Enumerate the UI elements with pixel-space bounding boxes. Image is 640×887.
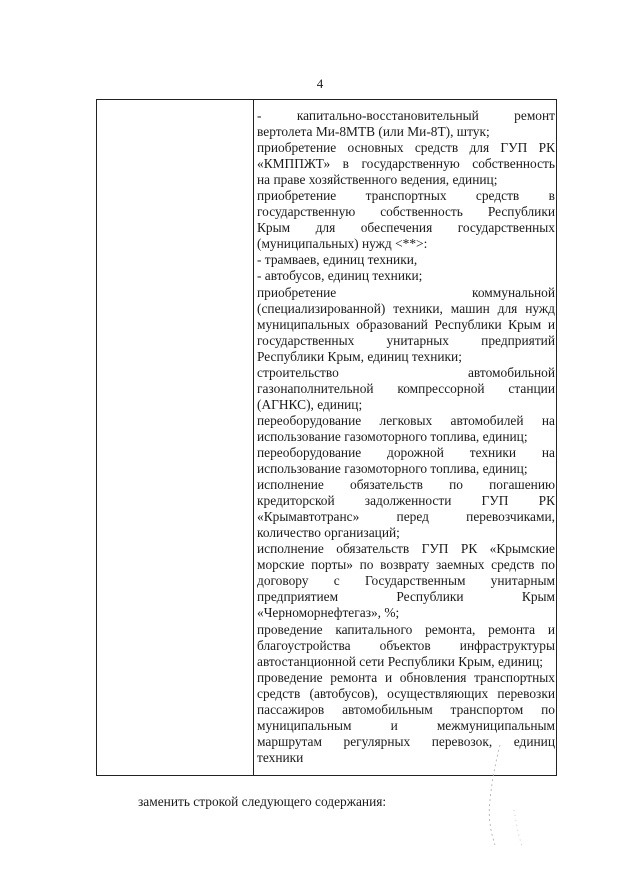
table-text-line: приобретение транспортных средств в	[257, 188, 555, 204]
table-text-line: «КМППЖТ» в государственную собственность	[257, 156, 555, 172]
table-text-line: муниципальных образований Республики Крым и	[257, 316, 555, 332]
table-text-line: (специализированной) техники, машин для нужд	[257, 300, 555, 316]
table-text-line: количество организаций;	[257, 525, 400, 541]
table-text-line: использование газомоторного топлива, единиц;	[257, 428, 528, 444]
table-text-line: приобретение коммунальной	[257, 284, 555, 300]
table-text-line: предприятием Республики Крым	[257, 589, 555, 605]
table-text-line: договору с Государственным унитарным	[257, 573, 555, 589]
table-text-line: «Черноморнефтегаз», %;	[257, 605, 400, 621]
table-text-line: на праве хозяйственного ведения, единиц;	[257, 172, 498, 188]
table-text-line: пассажиров автомобильным транспортом по	[257, 701, 555, 717]
table-text-line: кредиторской задолженности ГУП РК	[257, 493, 555, 509]
table-text-line: «Крымавтотранс» перед перевозчиками,	[257, 509, 555, 525]
table-text-line: благоустройства объектов инфраструктуры	[257, 637, 555, 653]
table-text-line: средств (автобусов), осуществляющих перевозки	[257, 685, 555, 701]
table-text-line: (муниципальных) нужд <**>:	[257, 236, 428, 252]
table-text-line: (АГНКС), единиц;	[257, 396, 363, 412]
table-text-line: использование газомоторного топлива, единиц;	[257, 461, 528, 477]
table-right-cell	[257, 108, 555, 766]
table-text-line: проведение капитального ремонта, ремонта и	[257, 621, 555, 637]
table-text-line: проведение ремонта и обновления транспортных	[257, 669, 555, 685]
table-text-line: переоборудование дорожной техники на	[257, 444, 555, 460]
table-left-column	[97, 100, 254, 775]
table-text-line: Крым для обеспечения государственных	[257, 220, 555, 236]
table-text-line: - капитально-восстановительный ремонт	[257, 108, 555, 123]
table-text-line: переоборудование легковых автомобилей на	[257, 412, 555, 428]
table-text-line: автостанционной сети Республики Крым, единиц;	[257, 653, 543, 669]
table-text-line: строительство автомобильной	[257, 364, 555, 380]
table-text-line: муниципальным и межмуниципальным	[257, 717, 555, 733]
table-text-line: приобретение основных средств для ГУП РК	[257, 140, 555, 156]
table-text-line: исполнение обязательств ГУП РК «Крымские	[257, 541, 555, 557]
table-text-line: исполнение обязательств по погашению	[257, 477, 555, 493]
table-text-line: государственных унитарных предприятий	[257, 332, 555, 348]
table-text-line: морские порты» по возврату заемных средств по	[257, 557, 555, 573]
table-text-line: Республики Крым, единиц техники;	[257, 348, 462, 364]
table-text-line: вертолета Ми-8МТВ (или Ми-8Т), штук;	[257, 124, 490, 140]
table-text-line: - автобусов, единиц техники;	[257, 268, 423, 284]
pen-mark-decoration	[470, 740, 530, 850]
table-text-line: - трамваев, единиц техники,	[257, 252, 418, 268]
table-text-line: газонаполнительной компрессорной станции	[257, 380, 555, 396]
document-table	[96, 99, 557, 776]
table-text-line: техники	[257, 749, 304, 765]
table-text-line: государственную собственность Республики	[257, 204, 555, 220]
replacement-instruction: заменить строкой следующего содержания:	[138, 794, 387, 809]
page-number: 4	[316, 76, 324, 91]
table-text-line: маршрутам регулярных перевозок, единиц	[257, 733, 555, 749]
